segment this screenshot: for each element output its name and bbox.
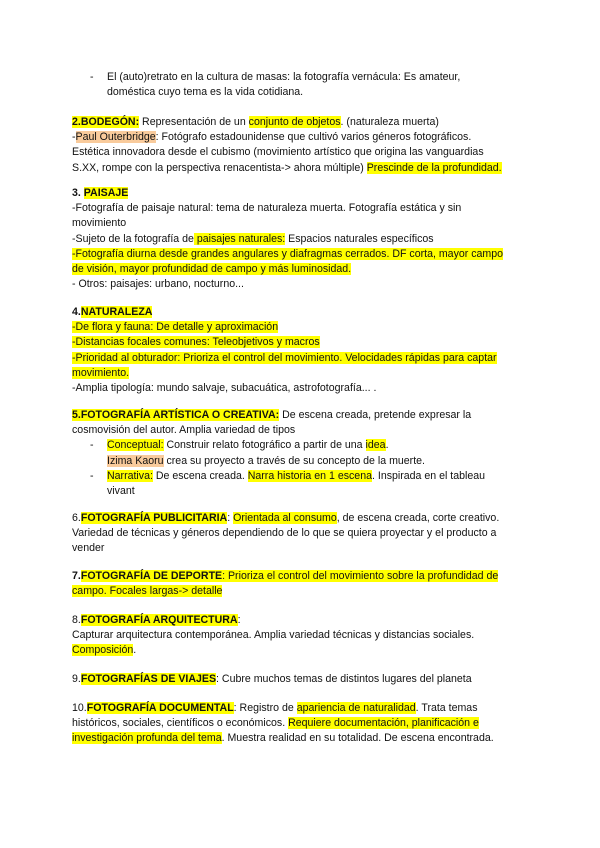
- text-line: [72, 701, 528, 716]
- highlight: investigación profunda del tema: [72, 732, 222, 745]
- section-number: 6.: [72, 512, 81, 524]
- section-deporte: [72, 569, 528, 599]
- text-line: [72, 186, 528, 201]
- section-naturaleza: [72, 305, 528, 396]
- text-span: Espacios naturales específicos: [285, 232, 434, 245]
- text-line: Estética innovadora desde el cubismo (movimiento artístico que origina las vanguardias: [72, 146, 484, 159]
- text-line: -Amplia tipología: mundo salvaje, subacuática, astrofotografía... .: [72, 382, 377, 395]
- text-line: [72, 408, 528, 423]
- text-line: [72, 731, 528, 746]
- text-line: cosmovisión del autor. Amplia variedad de tipos: [72, 424, 296, 437]
- text-line: Capturar arquitectura contemporánea. Amplia variedad técnicas y distancias sociales.: [72, 629, 475, 642]
- text-span: . Trata temas: [415, 702, 478, 714]
- highlight: apariencia de naturalidad: [296, 702, 416, 714]
- text-line: -Fotografía de paisaje natural: tema de naturaleza muerta. Fotografía estática y sin: [72, 202, 462, 215]
- text-line: [72, 130, 528, 145]
- text-span: . Muestra realidad en su totalidad. De escena encontrada.: [221, 732, 494, 745]
- text-line: [72, 643, 528, 658]
- text-line: [72, 161, 528, 176]
- text-line: [72, 584, 528, 599]
- bullet-dash: -: [90, 469, 94, 482]
- section-title: 5.FOTOGRAFÍA ARTÍSTICA O CREATIVA:: [72, 409, 280, 421]
- text-line: [72, 320, 528, 335]
- text-span: : Fotógrafo estadounidense que cultivó varios géneros fotográficos.: [155, 131, 472, 144]
- text-span: .: [385, 439, 389, 452]
- section-title: BODEGÓN:: [80, 116, 140, 128]
- text-span: :: [227, 512, 234, 524]
- highlight: : Prioriza el control del movimiento sobre la profundidad de: [222, 570, 499, 582]
- highlight: -De flora y fauna: De detalle y aproximación: [72, 321, 279, 334]
- text-span: históricos, sociales, científicos o económicos.: [72, 717, 289, 730]
- section-publicitaria: [72, 511, 528, 557]
- highlight: Prescinde de la profundidad.: [366, 161, 502, 174]
- text-span: Representación de un: [139, 116, 249, 128]
- section-vernacular: [72, 70, 528, 100]
- text-line: [72, 366, 528, 381]
- highlight: -Fotografía diurna desde grandes angulares y diafragmas cerrados. DF corta, mayor campo: [72, 247, 504, 260]
- highlight: Composición: [72, 644, 134, 657]
- text-line: [72, 115, 528, 130]
- highlight-orange: Paul Outerbridge: [75, 131, 156, 144]
- text-span: . (naturaleza muerta): [340, 116, 439, 128]
- text-line: vivant: [107, 485, 135, 498]
- text-line: [72, 305, 528, 320]
- text-line: [107, 454, 528, 469]
- section-number: 3.: [72, 187, 84, 199]
- text-span: .: [133, 644, 137, 657]
- section-title: FOTOGRAFÍA DOCUMENTAL: [86, 702, 234, 714]
- text-span: , de escena creada, corte creativo.: [336, 512, 500, 524]
- text-line: [72, 262, 528, 277]
- text-line: Variedad de técnicas y géneros dependiendo de lo que se quiera proyectar y el producto a: [72, 527, 497, 540]
- section-number: 9.: [72, 673, 81, 685]
- section-number: 8.: [72, 614, 81, 626]
- list-item: [72, 469, 528, 499]
- section-title: FOTOGRAFÍAS DE VIAJES: [80, 673, 217, 685]
- highlight: -Distancias focales comunes: Teleobjetivos y macros: [72, 336, 320, 349]
- text-line: doméstica cuyo tema es la vida cotidiana.: [107, 86, 304, 99]
- text-line: vender: [72, 542, 105, 555]
- text-span: . Inspirada en el tableau: [371, 469, 486, 482]
- text-line: [72, 335, 528, 350]
- section-bodegon: [72, 115, 528, 176]
- list-item: [72, 438, 528, 468]
- section-paisaje: [72, 186, 528, 292]
- highlight: Requiere documentación, planificación e: [288, 717, 479, 730]
- highlight: Orientada al consumo: [233, 512, 337, 524]
- section-number: 7.: [72, 570, 81, 582]
- text-span: : Cubre muchos temas de distintos lugares del planeta: [216, 673, 472, 685]
- text-line: [72, 569, 528, 584]
- section-documental: [72, 701, 528, 747]
- text-span: S.XX, rompe con la perspectiva renacentista-> ahora múltiple): [72, 161, 367, 174]
- text-line: [72, 351, 528, 366]
- text-line: [72, 232, 528, 247]
- highlight-orange: Izima Kaoru: [107, 454, 164, 467]
- highlight: Conceptual:: [107, 439, 164, 452]
- section-artistica: [72, 408, 528, 499]
- text-line: [72, 672, 528, 687]
- text-line: movimiento: [72, 217, 127, 230]
- highlight: de visión, mayor profundidad de campo y más luminosidad.: [72, 263, 352, 276]
- section-title: NATURALEZA: [80, 306, 153, 318]
- text-line: [72, 613, 528, 628]
- section-title: FOTOGRAFÍA PUBLICITARIA: [80, 512, 228, 524]
- section-number: 10.: [72, 702, 87, 714]
- highlight: movimiento.: [72, 366, 130, 379]
- highlight: conjunto de objetos: [248, 116, 341, 128]
- highlight: paisajes naturales:: [193, 232, 286, 245]
- highlight: Narra historia en 1 escena: [247, 469, 372, 482]
- text-span: -Sujeto de la fotografía de: [72, 232, 194, 245]
- section-arquitectura: [72, 613, 528, 659]
- bullet-dash: -: [90, 439, 94, 452]
- text-line: [72, 247, 528, 262]
- text-line: - Otros: paisajes: urbano, nocturno...: [72, 278, 244, 291]
- text-span: De escena creada, pretende expresar la: [279, 409, 472, 421]
- text-span: :: [237, 614, 241, 626]
- section-title: FOTOGRAFÍA ARQUITECTURA: [80, 614, 238, 626]
- highlight: Narrativa:: [107, 469, 153, 482]
- text-line: [72, 511, 528, 526]
- text-span: Construir relato fotográfico a partir de una: [163, 439, 366, 452]
- section-title: PAISAJE: [83, 187, 129, 199]
- section-title: FOTOGRAFÍA DE DEPORTE: [80, 570, 223, 582]
- list-item: [72, 70, 528, 100]
- text-line: [107, 469, 528, 484]
- text-line: El (auto)retrato en la cultura de masas: la fotografía vernácula: Es amateur,: [107, 71, 461, 83]
- text-line: [107, 438, 528, 453]
- section-viajes: [72, 672, 528, 687]
- text-span: : Registro de: [233, 702, 297, 714]
- text-line: [72, 716, 528, 731]
- highlight: idea: [365, 439, 386, 452]
- section-number: 4.: [72, 306, 81, 318]
- highlight: campo. Focales largas-> detalle: [72, 585, 223, 598]
- highlight: -Prioridad al obturador: Prioriza el control del movimiento. Velocidades rápidas para captar: [72, 351, 497, 364]
- section-number: 2.: [72, 116, 81, 128]
- text-span: -: [72, 131, 76, 144]
- text-span: crea su proyecto a través de su concepto de la muerte.: [163, 454, 425, 467]
- text-span: De escena creada.: [152, 469, 248, 482]
- bullet-dash: -: [90, 71, 94, 83]
